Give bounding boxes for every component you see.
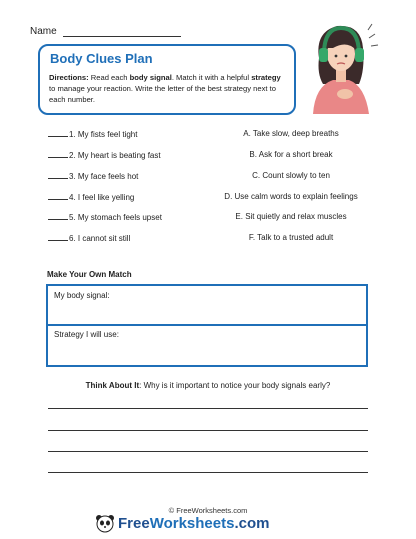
strategy-text: F. Talk to a trusted adult — [248, 233, 334, 242]
answer-line[interactable] — [48, 451, 368, 452]
panda-logo-icon — [95, 513, 115, 533]
logo-worksheets: Worksheets — [149, 515, 235, 532]
signal-text: 1. My fists feel tight — [69, 130, 138, 139]
strategy-text: C. Count slowly to ten — [252, 171, 330, 180]
directions-part3: to manage your reaction. Write the letter of the best strategy next to each number. — [49, 84, 276, 105]
directions-bold1: body signal — [129, 73, 172, 82]
footer-logo — [118, 515, 269, 532]
answer-blank[interactable] — [48, 192, 68, 200]
signal-row — [48, 150, 161, 160]
signal-row — [48, 129, 137, 139]
strategy-text: B. Ask for a short break — [249, 150, 333, 159]
girl-illustration — [303, 18, 379, 114]
page-title: Body Clues Plan — [50, 51, 153, 66]
think-question: : Why is it important to notice your body signals early? — [139, 381, 331, 390]
strategy-text: A. Take slow, deep breaths — [243, 129, 339, 138]
answer-blank[interactable] — [48, 171, 68, 179]
think-prompt — [0, 381, 416, 390]
name-row — [30, 26, 181, 37]
signal-text: 2. My heart is beating fast — [69, 151, 161, 160]
directions-label: Directions: — [49, 73, 89, 82]
copyright-text: © FreeWorksheets.com — [168, 506, 248, 515]
own-match-divider — [48, 324, 366, 326]
answer-blank[interactable] — [48, 150, 68, 158]
signal-row — [48, 212, 162, 222]
answer-blank[interactable] — [48, 233, 68, 241]
answer-blank[interactable] — [48, 212, 68, 220]
signal-text: 4. I feel like yelling — [69, 193, 135, 202]
directions-part1: Read each — [88, 73, 130, 82]
name-label: Name — [30, 26, 57, 37]
directions-text — [49, 72, 289, 106]
signal-row — [48, 233, 130, 243]
directions-bold2: strategy — [251, 73, 281, 82]
answer-blank[interactable] — [48, 129, 68, 137]
title-box — [38, 44, 296, 115]
logo-com: .com — [234, 515, 270, 532]
own-match-box[interactable] — [46, 284, 368, 367]
logo-free: Free — [118, 515, 150, 532]
strategy-label: Strategy I will use: — [54, 330, 119, 339]
signal-text: 5. My stomach feels upset — [69, 213, 162, 222]
strategy-text: D. Use calm words to explain feelings — [224, 192, 358, 201]
signal-row — [48, 192, 134, 202]
own-match-heading: Make Your Own Match — [47, 270, 132, 279]
think-label: Think About It — [85, 381, 140, 390]
body-signal-label: My body signal: — [54, 291, 110, 300]
strategy-text: E. Sit quietly and relax muscles — [235, 212, 347, 221]
answer-line[interactable] — [48, 430, 368, 431]
signal-text: 6. I cannot sit still — [69, 234, 131, 243]
directions-part2: . Match it with a helpful — [171, 73, 252, 82]
answer-line[interactable] — [48, 408, 368, 409]
signal-text: 3. My face feels hot — [69, 172, 139, 181]
signal-row — [48, 171, 138, 181]
name-field[interactable] — [63, 27, 181, 37]
answer-line[interactable] — [48, 472, 368, 473]
